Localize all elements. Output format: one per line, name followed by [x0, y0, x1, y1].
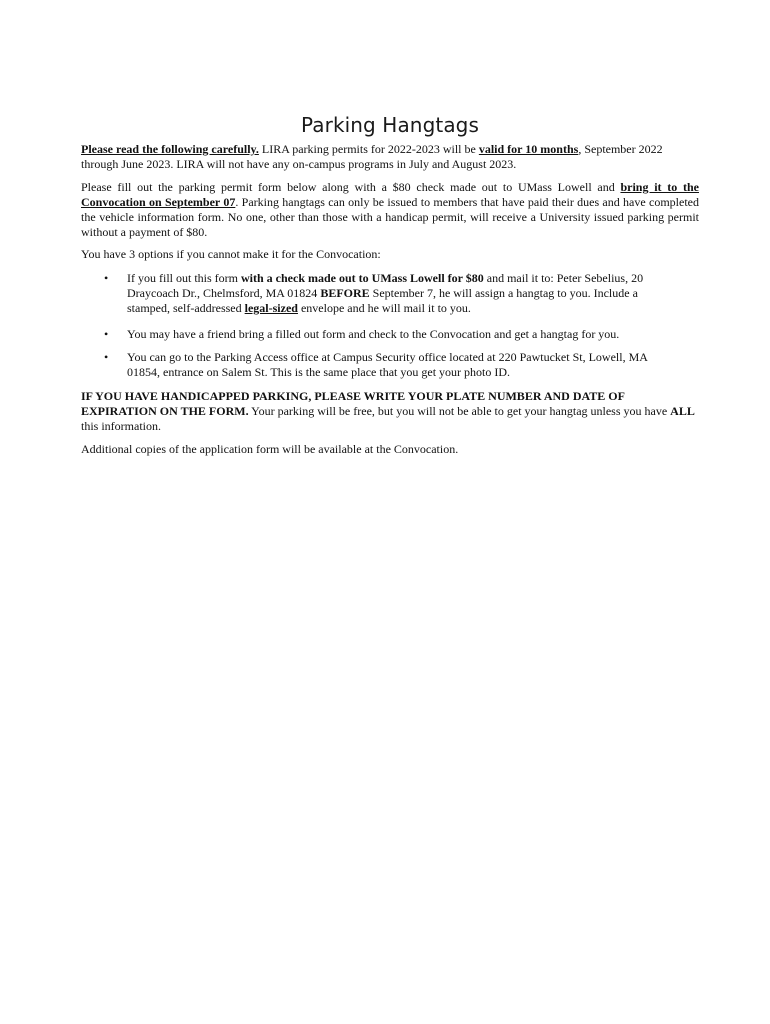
validity-note: valid for 10 months	[478, 142, 579, 156]
instructions-text-a: Please fill out the parking permit form below along with a $80 check made out to UMass Lowell and	[81, 180, 621, 194]
handicap-paragraph: IF YOU HAVE HANDICAPPED PARKING, PLEASE WRITE YOUR PLATE NUMBER AND DATE OF EXPIRATION ON THE FORM. Your parking will be free, but you will not be able to get your hangtag unless you have ALL this information.	[81, 389, 695, 433]
option-friend: You may have a friend bring a filled out form and check to the Convocation and get a hangtag for you.	[127, 327, 620, 341]
bullet-icon: •	[104, 271, 109, 285]
instructions-paragraph	[81, 180, 699, 240]
read-carefully-note: Please read the following carefully.	[81, 142, 259, 156]
handicap-warning: IF YOU HAVE HANDICAPPED PARKING, PLEASE WRITE YOUR PLATE NUMBER AND DATE OF EXPIRATION ON THE FORM.	[81, 389, 625, 418]
legal-sized-note: legal-sized	[244, 301, 298, 315]
option-parking-office: You can go to the Parking Access office at Campus Security office located at 220 Pawtucket St, Lowell, MA 01854, entrance on Salem St. This is the same place that you get your photo ID.	[127, 350, 648, 379]
convocation-date-note: bring it to the Convocation on September 07	[81, 180, 699, 209]
option-mail-in: If you fill out this form with a check made out to UMass Lowell for $80 and mail it to: Peter Sebelius, 20 Draycoach Dr., Chelmsford, MA 01824 BEFORE September 7, he will assign a hangtag to you. Include a stamped, self-addressed legal-sized envelope and he will mail it to you.	[127, 271, 644, 315]
intro-paragraph	[81, 142, 699, 172]
intro-text-b: , September 2022 through June 2023. LIRA will not have any on-campus programs in July and August 2023.	[81, 142, 663, 171]
bullet-icon: •	[104, 327, 109, 341]
closing-paragraph: Additional copies of the application form will be available at the Convocation.	[81, 442, 459, 456]
instructions-text-b: . Parking hangtags can only be issued to members that have paid their dues and have completed the vehicle information form. No one, other than those with a handicap permit, will receive a University issued parking permit without a payment of $80.	[81, 195, 699, 239]
intro-text-a: LIRA parking permits for 2022-2023 will be	[258, 142, 479, 156]
options-intro: You have 3 options if you cannot make it for the Convocation:	[81, 247, 381, 261]
bullet-icon: •	[104, 350, 109, 364]
page-title: Parking Hangtags	[301, 113, 479, 137]
